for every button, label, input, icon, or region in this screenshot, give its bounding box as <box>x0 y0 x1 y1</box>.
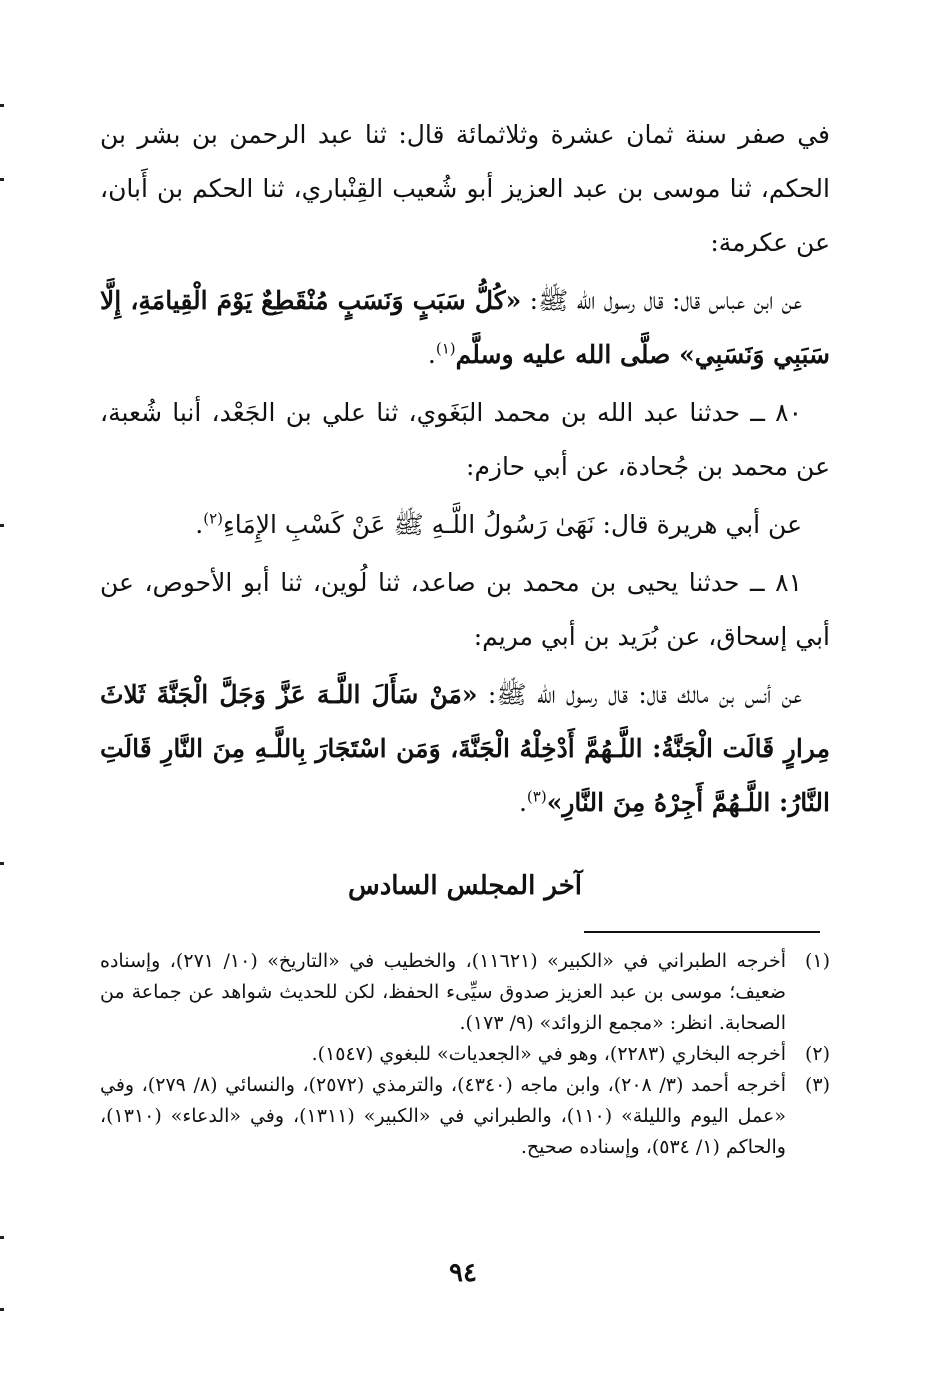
footnotes <box>100 946 830 1163</box>
footnote-number: (٣) <box>804 1074 830 1096</box>
footnote-1 <box>100 946 830 1039</box>
footnote-text: أخرجه البخاري (٢٢٨٣)، وهو في «الجعديات» للبغوي (١٥٤٧). <box>311 1043 786 1065</box>
period: . <box>195 510 204 539</box>
footnote-ref-2: (٢) <box>203 509 223 528</box>
footnote-3 <box>100 1070 830 1163</box>
period: . <box>518 788 527 817</box>
hadith-intro: عن ابن عباس قال: قال رسول الله ﷺ: <box>521 286 803 315</box>
main-text <box>100 108 830 830</box>
hadith-matn: «كُلُّ سَبَبٍ وَنَسَبٍ مُنْقَطِعٌ يَوْمَ الْقِيامَةِ، إِلَّا سَبَبِي وَنَسَبِي» صلَّى الله عليه وسلَّم <box>100 286 830 369</box>
margin-mark <box>0 104 4 107</box>
page-number: ٩٤ <box>449 1258 477 1288</box>
isnad-paragraph-80: ٨٠ ــ حدثنا عبد الله بن محمد البَغَوي، ثنا علي بن الجَعْد، أنبا شُعبة، عن محمد بن جُحادة، عن أبي حازم: <box>100 398 830 481</box>
footnote-text: أخرجه الطبراني في «الكبير» (١١٦٢١)، والخطيب في «التاريخ» (١٠/ ٢٧١)، وإسناده ضعيف؛ موسى بن عبد العزيز صدوق سيِّىء الحفظ، لكن للحديث شواهد عن جماعة من الصحابة. انظر: «مجمع الزوائد» (٩/ ١٧٣). <box>100 950 786 1034</box>
hadith-paragraph-81 <box>100 668 830 830</box>
hadith-paragraph-80 <box>100 498 830 552</box>
margin-mark <box>0 862 4 865</box>
isnad-paragraph-79: في صفر سنة ثمان عشرة وثلاثمائة قال: ثنا عبد الرحمن بن بشر بن الحكم، ثنا موسى بن عبد العزيز أبو شُعيب القِنْباري، ثنا الحكم بن أَبان، عن عكرمة: <box>100 120 830 257</box>
hadith-paragraph-79 <box>100 274 830 382</box>
footnote-2 <box>100 1039 830 1070</box>
margin-mark <box>0 524 4 527</box>
hadith-text: عن أبي هريرة قال: نَهَىٰ رَسُولُ اللَّـهِ ﷺ عَنْ كَسْبِ الإِمَاءِ <box>223 510 802 539</box>
margin-mark <box>0 178 4 181</box>
footnote-separator <box>584 931 820 933</box>
footnote-number: (١) <box>804 950 830 972</box>
isnad-paragraph-81: ٨١ ــ حدثنا يحيى بن محمد بن صاعد، ثنا لُوين، ثنا أبو الأحوص، عن أبي إسحاق، عن بُرَيد بن أبي مريم: <box>100 568 830 651</box>
margin-mark <box>0 1308 4 1311</box>
footnote-text: أخرجه أحمد (٣/ ٢٠٨)، وابن ماجه (٤٣٤٠)، والترمذي (٢٥٧٢)، والنسائي (٨/ ٢٧٩)، وفي «عمل اليوم والليلة» (١١٠)، والطبراني في «الكبير» (١٣١١)، وفي «الدعاء» (١٣١٠)، والحاكم (١/ ٥٣٤)، وإسناده صحيح. <box>100 1074 786 1158</box>
footnote-number: (٢) <box>804 1043 830 1065</box>
footnote-ref-1: (١) <box>435 339 456 358</box>
margin-mark <box>0 1236 4 1239</box>
hadith-matn: «مَنْ سَأَلَ اللَّـهَ عَزَّ وَجَلَّ الْجَنَّةَ ثَلاثَ مِرارٍ قَالَت الْجَنَّةُ: اللَّـهُمَّ أَدْخِلْهُ الْجَنَّةَ، وَمَن اسْتَجَارَ بِاللَّـهِ مِنَ النَّارِ قَالَتِ النَّارُ: اللَّـهُمَّ أَجِرْهُ مِنَ النَّارِ» <box>100 680 830 817</box>
footnote-ref-3: (٣) <box>526 787 547 806</box>
session-end-heading: آخر المجلس السادس <box>347 871 583 901</box>
period: . <box>427 340 436 369</box>
hadith-intro: عن أنس بن مالك قال: قال رسول الله ﷺ: <box>477 680 802 709</box>
